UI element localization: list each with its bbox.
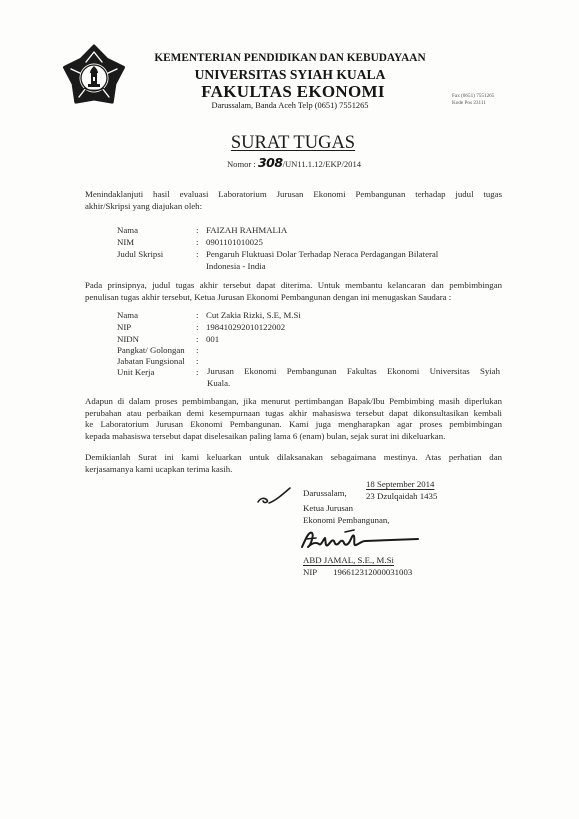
student-name-row — [0, 224, 579, 236]
supervisor-name: Cut Zakia Rizki, S.E, M.Si — [206, 310, 301, 320]
student-nim-row — [0, 236, 579, 248]
field-label: Nama — [117, 225, 139, 235]
letter-number-label: Nomor : — [226, 159, 256, 169]
intro-paragraph — [85, 188, 502, 212]
field-label: Judul Skripsi — [117, 249, 164, 259]
supervisor-nip-row — [0, 321, 579, 333]
signer-name: ABD JAMAL, S.E., M.Si — [303, 555, 394, 565]
university-seal-icon — [62, 44, 126, 108]
supervisor-unit — [207, 366, 500, 389]
field-label: NIDN — [117, 334, 139, 344]
field-separator: : — [196, 237, 199, 247]
letter-number-suffix: /UN11.1.12/EKP/2014 — [282, 159, 362, 169]
handwritten-initials-icon — [255, 485, 293, 507]
supervisor-nip: 198410292010122002 — [206, 322, 286, 332]
field-separator: : — [196, 225, 199, 235]
signer-id: 196612312000031003 — [333, 567, 413, 577]
paragraph-line: kepada mahasiswa tersebut dapat diselesaikan paling lama 6 (enam) bulan, sejak surat ini dikeluarkan. — [85, 431, 446, 442]
letterhead-fax: Fax (0651) 7551265 — [452, 93, 495, 99]
supervisor-name-row — [0, 309, 579, 321]
paragraph-line: Demikianlah Surat ini kami keluarkan untuk dilaksanakan sebagaimana mestinya. Atas perhatian dan — [85, 452, 502, 462]
letter-number-line — [194, 156, 394, 171]
signer-position-line: Ekonomi Pembangunan, — [303, 514, 390, 525]
field-separator: : — [196, 345, 199, 355]
field-label: Pangkat/ Golongan — [117, 345, 185, 355]
student-name: FAIZAH RAHMALIA — [206, 225, 288, 235]
thesis-title-continuation — [0, 260, 579, 272]
closing-paragraph — [85, 451, 502, 475]
letterhead-address: Darussalam, Banda Aceh Telp (0651) 7551265 — [211, 101, 369, 110]
document-title: SURAT TUGAS — [230, 133, 356, 153]
signer-id-line — [303, 566, 412, 578]
paragraph-line: penulisan tugas akhir tersebut, Ketua Jurusan Ekonomi Pembangunan dengan ini menugaskan Saudara : — [85, 292, 452, 302]
signing-date-gregorian: 18 September 2014 — [366, 479, 435, 489]
field-label: Nama — [117, 310, 139, 320]
assignment-paragraph — [85, 279, 502, 303]
signer-position-line: Ketua Jurusan — [303, 503, 354, 513]
field-label: Jabatan Fungsional — [117, 356, 185, 366]
field-separator: : — [196, 334, 199, 344]
paragraph-line: kerjasamanya kami ucapkan terima kasih. — [85, 464, 233, 474]
signer-position — [303, 503, 390, 526]
faculty-name: FAKULTAS EKONOMI — [201, 82, 385, 101]
paragraph-line: Menindaklanjuti hasil evaluasi Laboratorium Jurusan Ekonomi Pembangunan terhadap judul tugas — [85, 189, 502, 199]
field-separator: : — [196, 322, 199, 332]
thesis-title-line: Indonesia - India — [206, 261, 266, 271]
thesis-title-row — [0, 248, 579, 260]
field-separator: : — [196, 249, 199, 259]
paragraph-line: Adapun di dalam proses pembimbangan, jika menurut pertimbangan Bapak/Ibu Pembimbing masih diperlukan — [85, 396, 502, 406]
thesis-title-line: Pengaruh Fluktuasi Dolar Terhadap Neraca Perdagangan Bilateral — [206, 249, 439, 259]
paragraph-line: perubahan atau perbaikan demi kesempurnaan tugas akhir mahasiswa tersebut dapat dikonsultasikan kembali — [85, 407, 502, 418]
university-name: UNIVERSITAS SYIAH KUALA — [194, 67, 386, 82]
supervisor-unit-row — [0, 366, 579, 390]
handwritten-letter-number: 308 — [257, 155, 283, 170]
ministry-name: KEMENTERIAN PENDIDIKAN DAN KEBUDAYAAN — [154, 52, 426, 64]
supervisor-unit-line: Jurusan Ekonomi Pembangunan Fakultas Ekonomi Universitas Syiah — [207, 366, 500, 376]
field-label: NIM — [117, 237, 135, 247]
signer-id-label: NIP — [303, 567, 317, 577]
field-label: NIP — [117, 322, 132, 332]
handwritten-signature-icon — [298, 526, 420, 556]
signing-date-hijri: 23 Dzulqaidah 1435 — [366, 491, 438, 501]
paragraph-line: ke Laboratorium Jurusan Ekonomi Pembangunan. Kami juga mengharapkan agar proses pembimbingan — [85, 419, 502, 430]
paragraph-line: Pada prinsipnya, judul tugas akhir tersebut dapat diterima. Untuk membantu kelancaran dan pembimbingan — [85, 280, 502, 290]
paragraph-line: akhir/Skripsi yang diajukan oleh: — [85, 201, 203, 211]
field-separator: : — [196, 356, 199, 366]
field-separator: : — [196, 310, 199, 320]
supervisor-nidn: 001 — [206, 334, 220, 344]
field-separator: : — [196, 367, 199, 377]
signing-place: Darussalam, — [303, 488, 347, 498]
field-label: Unit Kerja — [117, 367, 155, 377]
student-nim: 0901101010025 — [206, 237, 263, 247]
letterhead-postal-code: Kode Pos 23111 — [452, 100, 486, 106]
supervisor-unit-line: Kuala. — [207, 377, 231, 388]
instructions-paragraph — [85, 396, 502, 443]
